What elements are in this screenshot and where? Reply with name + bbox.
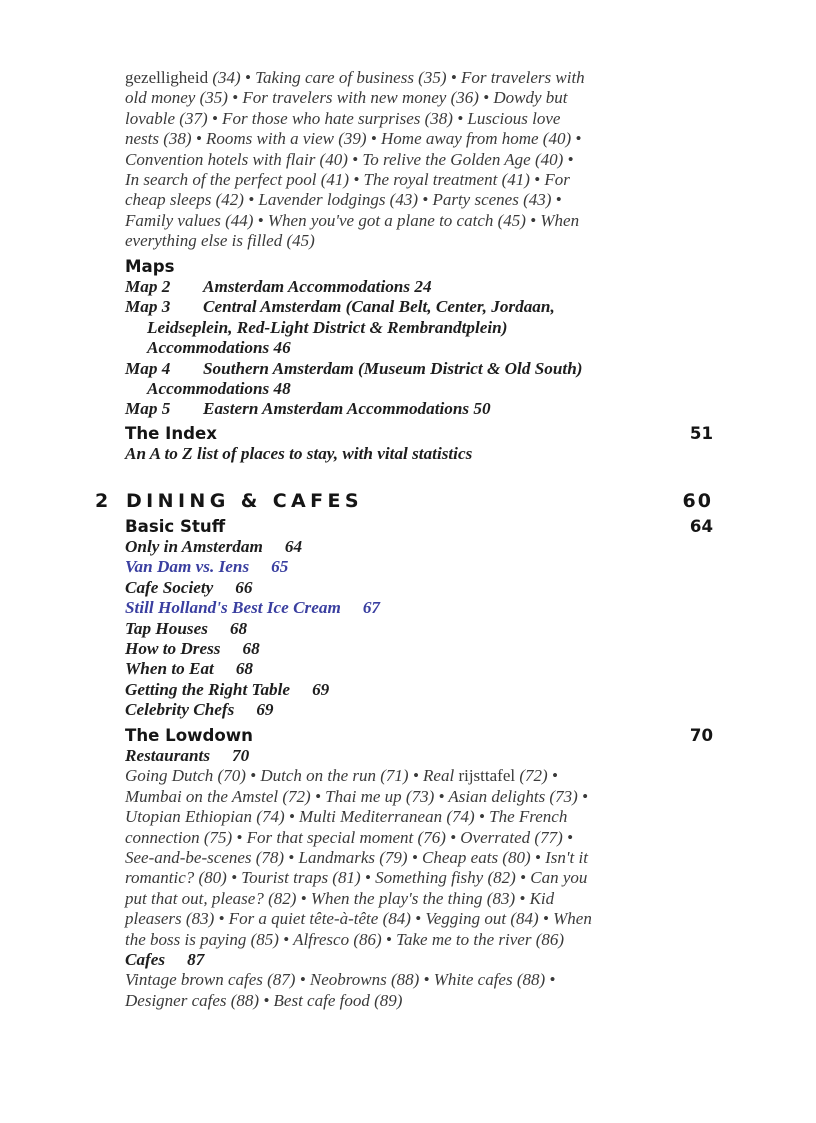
topic-line: pleasers (83) • For a quiet tête-à-tête (84) • Vegging out (84) • When <box>125 909 592 929</box>
lowdown-section <box>125 726 713 1011</box>
index-heading[interactable]: The Index 51 <box>125 424 713 443</box>
topic-line: put that out, please? (82) • When the play's the thing (83) • Kid <box>125 888 555 908</box>
map-entry-continued[interactable]: Leidseplein, Red-Light District & Rembrandtplein) <box>147 317 508 337</box>
chapter-heading[interactable] <box>95 490 713 512</box>
cafes-entry[interactable]: Cafes 87 <box>125 950 205 970</box>
chapter-title: DINING & CAFES <box>126 490 363 512</box>
map-entry-continued[interactable]: Accommodations 48 <box>147 379 291 399</box>
topic-line: romantic? (80) • Tourist traps (81) • Something fishy (82) • Can you <box>125 868 588 888</box>
topic-line: Designer cafes (88) • Best cafe food (89) <box>125 990 403 1010</box>
index-page-number: 51 <box>689 424 713 443</box>
topic-line: connection (75) • For that special moment (76) • Overrated (77) • <box>125 827 573 847</box>
topic-line: everything else is filled (45) <box>125 231 315 251</box>
topic-line: Vintage brown cafes (87) • Neobrowns (88) • White cafes (88) • <box>125 970 556 990</box>
map-entry[interactable]: Map 4 Southern Amsterdam (Museum District & Old South) <box>125 358 583 378</box>
restaurants-entry[interactable]: Restaurants 70 <box>125 746 250 765</box>
topic-line: Going Dutch (70) • Dutch on the run (71) • Real rijsttafel (72) • <box>125 766 558 786</box>
toc-entry[interactable]: Only in Amsterdam 64 <box>125 537 303 556</box>
toc-entry[interactable]: When to Eat 68 <box>125 659 254 679</box>
topic-line: Convention hotels with flair (40) • To relive the Golden Age (40) • <box>125 149 574 169</box>
toc-entry[interactable]: How to Dress 68 <box>125 639 260 659</box>
basic-stuff-page-number: 64 <box>689 517 713 536</box>
topic-line: lovable (37) • For those who hate surprises (38) • Luscious love <box>125 108 561 128</box>
map-entry[interactable]: Map 5 Eastern Amsterdam Accommodations 50 <box>125 399 491 419</box>
toc-entry[interactable]: Getting the Right Table 69 <box>125 679 330 699</box>
lowdown-page-number: 70 <box>689 726 713 745</box>
map-entry-continued[interactable]: Accommodations 46 <box>147 338 291 358</box>
index-subtitle: An A to Z list of places to stay, with vital statistics <box>125 444 473 463</box>
topic-line: old money (35) • For travelers with new money (36) • Dowdy but <box>125 88 568 108</box>
accommodations-topics <box>125 68 713 252</box>
restaurants-topics <box>125 766 713 950</box>
toc-entry[interactable]: Celebrity Chefs 69 <box>125 700 274 720</box>
topic-line: Mumbai on the Amstel (72) • Thai me up (73) • Asian delights (73) • <box>125 786 588 806</box>
cafes-topics <box>125 970 713 1011</box>
toc-entry[interactable]: Tap Houses 68 <box>125 618 248 638</box>
index-section <box>125 424 713 464</box>
basic-stuff-heading[interactable]: Basic Stuff 64 <box>125 517 713 536</box>
toc-entry-link[interactable]: Still Holland's Best Ice Cream 67 <box>125 598 381 618</box>
topic-line: the boss is paying (85) • Alfresco (86) • Take me to the river (86) <box>125 929 565 949</box>
chapter-page-number: 60 <box>682 490 713 512</box>
topic-line: See-and-be-scenes (78) • Landmarks (79) • Cheap eats (80) • Isn't it <box>125 848 588 868</box>
maps-section <box>125 257 713 420</box>
chapter-number: 2 <box>95 490 109 512</box>
topic-line: nests (38) • Rooms with a view (39) • Home away from home (40) • <box>125 129 582 149</box>
lowdown-heading[interactable]: The Lowdown 70 <box>125 726 713 745</box>
toc-entry-link[interactable]: Van Dam vs. Iens 65 <box>125 557 289 577</box>
map-entry[interactable]: Map 3 Central Amsterdam (Canal Belt, Center, Jordaan, <box>125 297 555 317</box>
maps-heading: Maps <box>125 257 175 276</box>
basic-stuff-section <box>125 517 713 721</box>
map-entry[interactable]: Map 2 Amsterdam Accommodations 24 <box>125 277 432 296</box>
topic-line: Family values (44) • When you've got a plane to catch (45) • When <box>125 210 580 230</box>
toc-entry[interactable]: Cafe Society 66 <box>125 577 253 597</box>
topic-line: In search of the perfect pool (41) • The royal treatment (41) • For <box>125 170 570 190</box>
topic-line: Utopian Ethiopian (74) • Multi Mediterranean (74) • The French <box>125 807 568 827</box>
topic-line: gezelligheid (34) • Taking care of business (35) • For travelers with <box>125 68 585 87</box>
topic-line: cheap sleeps (42) • Lavender lodgings (43) • Party scenes (43) • <box>125 190 562 210</box>
